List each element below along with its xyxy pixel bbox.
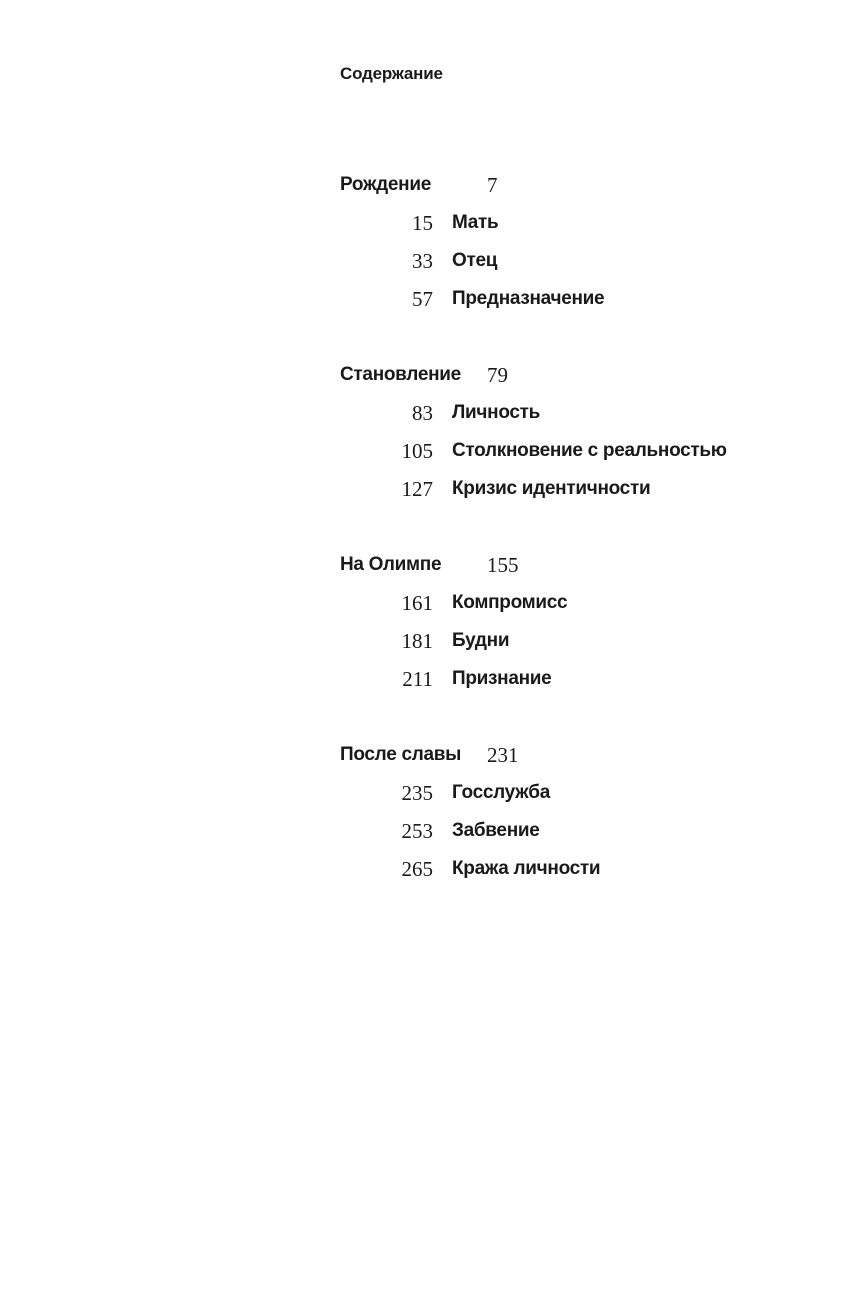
chapter-row[interactable] bbox=[340, 282, 840, 320]
chapter-title: Столкновение с реальностью bbox=[452, 440, 727, 461]
toc-part bbox=[340, 358, 840, 510]
table-of-contents bbox=[340, 168, 840, 928]
part-title: Становление bbox=[340, 364, 461, 385]
part-row[interactable] bbox=[340, 168, 840, 206]
part-page-number: 231 bbox=[487, 743, 519, 767]
chapter-title: Будни bbox=[452, 630, 510, 651]
chapter-title: Личность bbox=[452, 402, 541, 423]
chapter-title: Предназначение bbox=[452, 288, 605, 309]
part-row[interactable] bbox=[340, 738, 840, 776]
chapter-page-number: 181 bbox=[401, 629, 433, 653]
part-page-number: 7 bbox=[487, 173, 498, 197]
chapter-title: Признание bbox=[452, 668, 552, 689]
chapter-row[interactable] bbox=[340, 852, 840, 890]
page-title: Содержание bbox=[340, 64, 443, 83]
chapter-page-number: 265 bbox=[401, 857, 433, 881]
chapter-title: Компромисс bbox=[452, 592, 568, 613]
chapter-page-number: 15 bbox=[412, 211, 433, 235]
chapter-row[interactable] bbox=[340, 206, 840, 244]
chapter-title: Кризис идентичности bbox=[452, 478, 651, 499]
chapter-title: Мать bbox=[452, 212, 499, 233]
chapter-row[interactable] bbox=[340, 434, 840, 472]
chapter-row[interactable] bbox=[340, 586, 840, 624]
chapter-page-number: 57 bbox=[412, 287, 433, 311]
part-title: Рождение bbox=[340, 174, 431, 195]
part-page-number: 79 bbox=[487, 363, 508, 387]
chapter-row[interactable] bbox=[340, 396, 840, 434]
chapter-row[interactable] bbox=[340, 662, 840, 700]
part-row[interactable] bbox=[340, 358, 840, 396]
toc-part bbox=[340, 168, 840, 320]
part-row[interactable] bbox=[340, 548, 840, 586]
chapter-row[interactable] bbox=[340, 814, 840, 852]
chapter-title: Кража личности bbox=[452, 858, 601, 879]
chapter-row[interactable] bbox=[340, 472, 840, 510]
part-title: После славы bbox=[340, 744, 462, 765]
chapter-row[interactable] bbox=[340, 776, 840, 814]
chapter-page-number: 211 bbox=[402, 667, 433, 691]
chapter-page-number: 33 bbox=[412, 249, 433, 273]
toc-part bbox=[340, 738, 840, 890]
chapter-page-number: 105 bbox=[401, 439, 433, 463]
chapter-page-number: 235 bbox=[401, 781, 433, 805]
chapter-page-number: 127 bbox=[401, 477, 433, 501]
part-page-number: 155 bbox=[487, 553, 519, 577]
chapter-title: Забвение bbox=[452, 820, 540, 841]
chapter-page-number: 83 bbox=[412, 401, 433, 425]
toc-part bbox=[340, 548, 840, 700]
chapter-page-number: 253 bbox=[401, 819, 433, 843]
part-title: На Олимпе bbox=[340, 554, 442, 575]
chapter-title: Отец bbox=[452, 250, 498, 271]
chapter-page-number: 161 bbox=[401, 591, 433, 615]
chapter-row[interactable] bbox=[340, 624, 840, 662]
chapter-title: Госслужба bbox=[452, 782, 551, 803]
chapter-row[interactable] bbox=[340, 244, 840, 282]
